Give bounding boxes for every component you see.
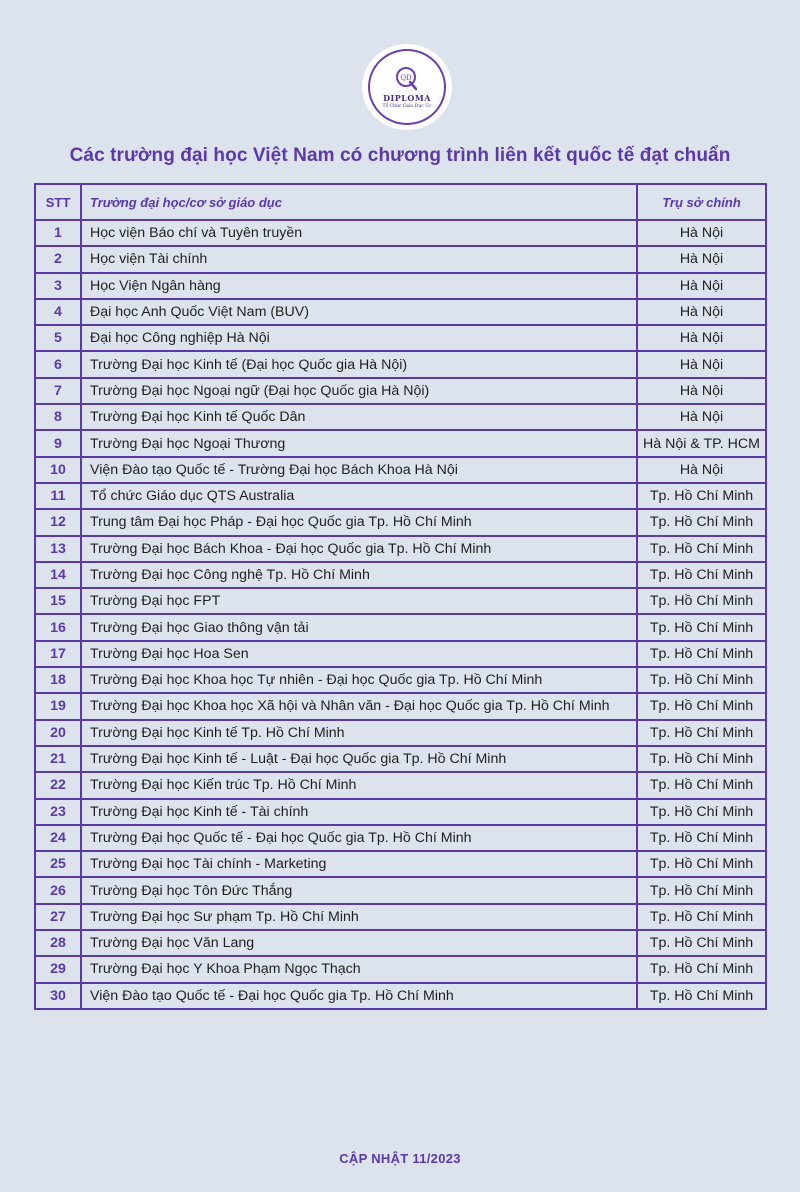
- row-stt: 30: [35, 983, 81, 1009]
- row-stt: 16: [35, 614, 81, 640]
- diploma-logo: [362, 44, 452, 130]
- table-row: [35, 562, 766, 588]
- table-row: [35, 614, 766, 640]
- row-name: Trường Đại học Kinh tế Tp. Hồ Chí Minh: [81, 720, 637, 746]
- row-stt: 7: [35, 378, 81, 404]
- row-city: Hà Nội: [637, 299, 766, 325]
- row-city: Tp. Hồ Chí Minh: [637, 956, 766, 982]
- row-city: Hà Nội: [637, 246, 766, 272]
- row-city: Tp. Hồ Chí Minh: [637, 667, 766, 693]
- row-name: Đại học Công nghiệp Hà Nội: [81, 325, 637, 351]
- row-city: Hà Nội: [637, 351, 766, 377]
- row-stt: 27: [35, 904, 81, 930]
- row-name: Trung tâm Đại học Pháp - Đại học Quốc gia Tp. Hồ Chí Minh: [81, 509, 637, 535]
- row-name: Trường Đại học FPT: [81, 588, 637, 614]
- row-name: Trường Đại học Bách Khoa - Đại học Quốc gia Tp. Hồ Chí Minh: [81, 536, 637, 562]
- row-name: Trường Đại học Khoa học Xã hội và Nhân văn - Đại học Quốc gia Tp. Hồ Chí Minh: [81, 693, 637, 719]
- row-city: Tp. Hồ Chí Minh: [637, 536, 766, 562]
- table-row: [35, 588, 766, 614]
- header-name: Trường đại học/cơ sở giáo dục: [81, 184, 637, 220]
- row-stt: 25: [35, 851, 81, 877]
- table-row: [35, 273, 766, 299]
- header-city: Trụ sở chính: [637, 184, 766, 220]
- row-name: Đại học Anh Quốc Việt Nam (BUV): [81, 299, 637, 325]
- row-stt: 29: [35, 956, 81, 982]
- row-city: Tp. Hồ Chí Minh: [637, 720, 766, 746]
- table-row: [35, 641, 766, 667]
- header-stt: STT: [35, 184, 81, 220]
- row-city: Tp. Hồ Chí Minh: [637, 483, 766, 509]
- row-name: Tổ chức Giáo dục QTS Australia: [81, 483, 637, 509]
- row-stt: 21: [35, 746, 81, 772]
- row-stt: 28: [35, 930, 81, 956]
- logo-badge: [368, 49, 446, 125]
- row-stt: 12: [35, 509, 81, 535]
- table-row: [35, 457, 766, 483]
- row-city: Tp. Hồ Chí Minh: [637, 693, 766, 719]
- table-row: [35, 956, 766, 982]
- row-name: Trường Đại học Tôn Đức Thắng: [81, 877, 637, 903]
- row-stt: 8: [35, 404, 81, 430]
- row-name: Trường Đại học Kinh tế - Luật - Đại học Quốc gia Tp. Hồ Chí Minh: [81, 746, 637, 772]
- table-row: [35, 904, 766, 930]
- row-name: Trường Đại học Giao thông vận tải: [81, 614, 637, 640]
- row-name: Học viện Tài chính: [81, 246, 637, 272]
- row-city: Tp. Hồ Chí Minh: [637, 825, 766, 851]
- table-row: [35, 220, 766, 246]
- row-stt: 14: [35, 562, 81, 588]
- row-city: Tp. Hồ Chí Minh: [637, 851, 766, 877]
- row-city: Hà Nội: [637, 325, 766, 351]
- row-name: Trường Đại học Kinh tế Quốc Dân: [81, 404, 637, 430]
- table-row: [35, 483, 766, 509]
- row-name: Trường Đại học Quốc tế - Đại học Quốc gia Tp. Hồ Chí Minh: [81, 825, 637, 851]
- row-stt: 20: [35, 720, 81, 746]
- table-body: [35, 220, 766, 1009]
- row-name: Trường Đại học Tài chính - Marketing: [81, 851, 637, 877]
- logo-q-icon: [394, 65, 420, 91]
- table-row: [35, 799, 766, 825]
- table-row: [35, 825, 766, 851]
- table-header-row: [35, 184, 766, 220]
- row-stt: 22: [35, 772, 81, 798]
- row-stt: 26: [35, 877, 81, 903]
- table-row: [35, 693, 766, 719]
- row-stt: 2: [35, 246, 81, 272]
- row-stt: 6: [35, 351, 81, 377]
- row-stt: 24: [35, 825, 81, 851]
- logo-name: DIPLOMA: [383, 93, 431, 103]
- row-city: Tp. Hồ Chí Minh: [637, 904, 766, 930]
- table-row: [35, 983, 766, 1009]
- row-city: Hà Nội: [637, 220, 766, 246]
- row-stt: 1: [35, 220, 81, 246]
- row-name: Trường Đại học Kinh tế (Đại học Quốc gia Hà Nội): [81, 351, 637, 377]
- table-row: [35, 430, 766, 456]
- row-name: Học viện Báo chí và Tuyên truyền: [81, 220, 637, 246]
- row-name: Trường Đại học Kiến trúc Tp. Hồ Chí Minh: [81, 772, 637, 798]
- row-name: Viện Đào tạo Quốc tế - Trường Đại học Bách Khoa Hà Nội: [81, 457, 637, 483]
- row-stt: 5: [35, 325, 81, 351]
- row-city: Tp. Hồ Chí Minh: [637, 588, 766, 614]
- table-row: [35, 667, 766, 693]
- row-city: Hà Nội: [637, 378, 766, 404]
- table-row: [35, 378, 766, 404]
- table-row: [35, 930, 766, 956]
- table-row: [35, 299, 766, 325]
- row-name: Trường Đại học Sư phạm Tp. Hồ Chí Minh: [81, 904, 637, 930]
- logo-tagline: Tổ Chức Giáo Dục Úc: [382, 104, 432, 109]
- row-stt: 10: [35, 457, 81, 483]
- row-name: Trường Đại học Ngoại Thương: [81, 430, 637, 456]
- row-name: Trường Đại học Văn Lang: [81, 930, 637, 956]
- page-title: Các trường đại học Việt Nam có chương trình liên kết quốc tế đạt chuẩn: [69, 145, 731, 166]
- table-row: [35, 246, 766, 272]
- row-stt: 15: [35, 588, 81, 614]
- universities-table: [34, 183, 767, 1010]
- row-stt: 23: [35, 799, 81, 825]
- svg-text:QD: QD: [400, 74, 412, 82]
- row-city: Tp. Hồ Chí Minh: [637, 641, 766, 667]
- table-row: [35, 746, 766, 772]
- table-row: [35, 536, 766, 562]
- table-row: [35, 772, 766, 798]
- row-name: Học Viện Ngân hàng: [81, 273, 637, 299]
- row-city: Hà Nội: [637, 273, 766, 299]
- row-stt: 13: [35, 536, 81, 562]
- row-name: Trường Đại học Y Khoa Phạm Ngọc Thạch: [81, 956, 637, 982]
- table-row: [35, 877, 766, 903]
- row-stt: 11: [35, 483, 81, 509]
- row-stt: 3: [35, 273, 81, 299]
- table-row: [35, 404, 766, 430]
- row-city: Tp. Hồ Chí Minh: [637, 509, 766, 535]
- row-stt: 4: [35, 299, 81, 325]
- row-city: Tp. Hồ Chí Minh: [637, 983, 766, 1009]
- row-city: Tp. Hồ Chí Minh: [637, 614, 766, 640]
- row-city: Tp. Hồ Chí Minh: [637, 562, 766, 588]
- row-name: Trường Đại học Hoa Sen: [81, 641, 637, 667]
- row-city: Hà Nội & TP. HCM: [637, 430, 766, 456]
- table-row: [35, 351, 766, 377]
- row-name: Trường Đại học Công nghệ Tp. Hồ Chí Minh: [81, 562, 637, 588]
- row-name: Trường Đại học Kinh tế - Tài chính: [81, 799, 637, 825]
- table-row: [35, 325, 766, 351]
- row-name: Trường Đại học Khoa học Tự nhiên - Đại học Quốc gia Tp. Hồ Chí Minh: [81, 667, 637, 693]
- table-row: [35, 509, 766, 535]
- row-city: Tp. Hồ Chí Minh: [637, 877, 766, 903]
- row-city: Tp. Hồ Chí Minh: [637, 746, 766, 772]
- row-city: Tp. Hồ Chí Minh: [637, 930, 766, 956]
- row-city: Hà Nội: [637, 404, 766, 430]
- table-row: [35, 851, 766, 877]
- row-stt: 18: [35, 667, 81, 693]
- row-city: Tp. Hồ Chí Minh: [637, 772, 766, 798]
- row-name: Trường Đại học Ngoại ngữ (Đại học Quốc gia Hà Nội): [81, 378, 637, 404]
- row-city: Hà Nội: [637, 457, 766, 483]
- table-row: [35, 720, 766, 746]
- row-stt: 9: [35, 430, 81, 456]
- row-name: Viện Đào tạo Quốc tế - Đại học Quốc gia Tp. Hồ Chí Minh: [81, 983, 637, 1009]
- row-city: Tp. Hồ Chí Minh: [637, 799, 766, 825]
- update-note: CẬP NHẬT 11/2023: [339, 1151, 461, 1166]
- row-stt: 19: [35, 693, 81, 719]
- row-stt: 17: [35, 641, 81, 667]
